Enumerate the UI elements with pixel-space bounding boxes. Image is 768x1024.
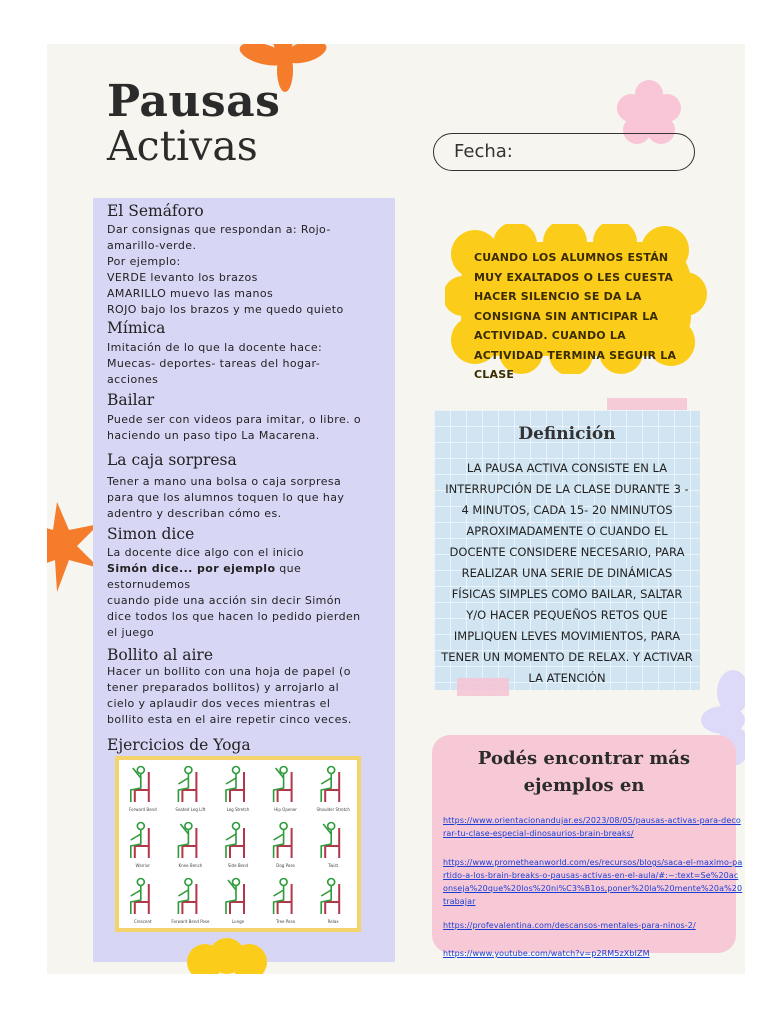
yoga-label: Warrior — [135, 863, 151, 868]
activity-text: La docente dice algo con el inicio Simón dice... por ejemplo que estornudemos cuando pide una acción sin decir Simón dice todos los que hacen lo pedido pierden el juego — [107, 546, 361, 639]
yellow-flower-icon — [185, 938, 269, 974]
yoga-figure — [274, 823, 296, 869]
example-link[interactable]: https://www.orientacionandujar.es/2023/08/05/pausas-activas-para-decorar-tu-clase-especial-dinosaurios-brain-breaks/ — [443, 816, 741, 838]
yoga-figure — [178, 823, 202, 869]
yoga-figure — [321, 823, 339, 869]
yoga-figure — [274, 879, 296, 925]
title-line-1: Pausas — [107, 76, 281, 127]
yoga-figure — [175, 767, 205, 813]
yoga-label: Twist — [328, 863, 339, 868]
yoga-figure — [131, 823, 151, 869]
examples-title: Podés encontrar más ejemplos en — [477, 748, 691, 796]
yoga-figure — [321, 879, 339, 925]
title-line-2: Activas — [107, 122, 258, 170]
yoga-figure — [226, 879, 245, 925]
yoga-label: Crescent — [133, 919, 152, 924]
yoga-chart-image — [115, 756, 361, 932]
example-link[interactable]: https://www.prometheanworld.com/es/recursos/blogs/saca-el-maximo-partido-a-los-brain-breaks-o-pausas-activas-en-el-aula/#:~:text=Se%20aconseja%20que%20los%20ni%C3%B1os,poner%20la%20mente%20a%20trabajar — [443, 858, 743, 906]
yoga-figure — [316, 767, 350, 813]
yoga-label: Relax — [327, 919, 339, 924]
activity-text: Hacer un bollito con una hoja de papel (o tener preparados bollitos) y arrojarlo al cielo y aplaudir dos veces mientras el bollito esta en el aire repetir cinco veces. — [107, 665, 352, 726]
activity-title: Simon dice — [107, 525, 195, 543]
definition-text: LA PAUSA ACTIVA CONSISTE EN LA INTERRUPCIÓN DE LA CLASE DURANTE 3 - 4 MINUTOS, CADA 15- 20 NMINUTOS APROXIMADAMENTE O CUANDO EL DOCENTE CONSIDERE NECESARIO, PARA REALIZAR UNA SERIE DE DINÁMICAS FÍSICAS SIMPLES COMO BAILAR, SALTAR Y/O HACER PEQUEÑOS RETOS QUE IMPLIQUEN LEVES MOVIMIENTOS, PARA TENER UN MOMENTO DE RELAX. Y ACTIVAR LA ATENCIÓN — [441, 461, 693, 685]
activity-text: Puede ser con videos para imitar, o libre. o haciendo un paso tipo La Macarena. — [107, 413, 362, 442]
activity-title: Ejercicios de Yoga — [107, 736, 251, 754]
yoga-figure — [226, 767, 250, 813]
date-field[interactable]: Fecha: — [433, 133, 695, 171]
pink-tape — [457, 678, 509, 696]
yoga-label: Knee Bench — [178, 863, 203, 868]
activity-title: Mímica — [107, 319, 166, 337]
activity-text: Tener a mano una bolsa o caja sorpresa para que los alumnos toquen lo que hay adentro y describan cómo es. — [107, 475, 345, 520]
yoga-label: Seated Leg Lift — [175, 807, 206, 812]
yoga-label: Shoulder Stretch — [316, 807, 350, 812]
definition-box — [434, 410, 700, 690]
activity-title: Bailar — [107, 391, 155, 409]
yoga-label: Dog Pose — [276, 863, 295, 868]
yoga-label: Tree Pose — [276, 919, 296, 924]
yoga-figure — [129, 767, 157, 813]
example-link[interactable]: https://profevalentina.com/descansos-mentales-para-ninos-2/ — [443, 921, 696, 930]
activities-column — [93, 198, 395, 962]
activity-title: La caja sorpresa — [107, 451, 237, 469]
activity-text: Dar consignas que respondan a: Rojo- amarillo-verde. Por ejemplo: VERDE levanto los brazos AMARILLO muevo las manos ROJO bajo los brazos y me quedo quieto — [107, 223, 344, 316]
yoga-figures — [119, 760, 357, 928]
yoga-label: Leg Stretch — [226, 807, 250, 812]
activity-title: Bollito al aire — [107, 646, 213, 664]
yoga-label: Lunge — [231, 919, 245, 924]
yoga-figure — [131, 879, 152, 925]
activity-text: Imitación de lo que la docente hace: Muecas- deportes- tareas del hogar- acciones — [107, 341, 323, 386]
definition-title: Definición — [518, 424, 616, 444]
example-link[interactable]: https://www.youtube.com/watch?v=p2RM5zXbIZM — [443, 949, 650, 958]
examples-box — [432, 735, 743, 953]
yoga-figure — [274, 767, 298, 813]
activity-title: El Semáforo — [107, 202, 204, 220]
yoga-label: Hip Opener — [274, 807, 297, 812]
yoga-label: Forward Bend Pose — [171, 919, 210, 924]
yoga-label: Side Bend — [227, 863, 249, 868]
flyer-page — [47, 44, 745, 974]
yoga-figure — [171, 879, 210, 925]
cloud-note: CUANDO LOS ALUMNOS ESTÁN MUY EXALTADOS O LES CUESTA HACER SILENCIO SE DA LA CONSIGNA SIN ANTICIPAR LA ACTIVIDAD. CUANDO LA ACTIVIDAD TERMINA SEGUIR LA CLASE — [474, 251, 677, 381]
yoga-label: Forward Bend — [128, 807, 157, 812]
yoga-figure — [226, 823, 249, 869]
